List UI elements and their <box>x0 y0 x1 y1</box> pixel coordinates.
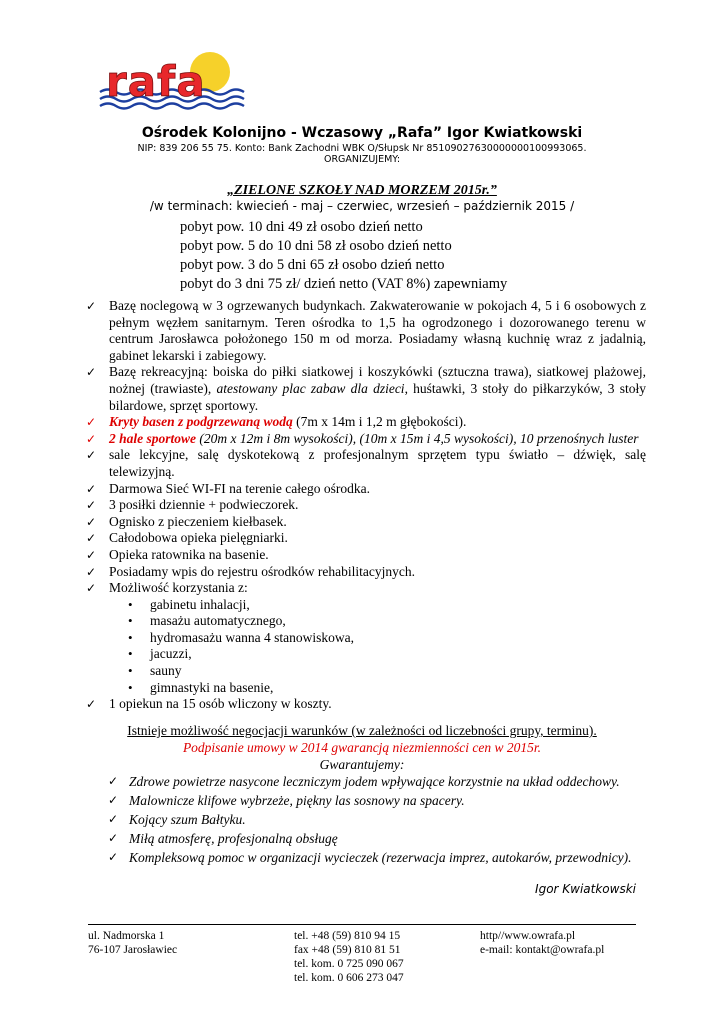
checkmark-icon: ✓ <box>86 481 97 496</box>
checkmark-icon: ✓ <box>108 850 119 864</box>
footer-divider <box>88 924 636 925</box>
negotiation-block <box>0 722 724 773</box>
org-info <box>0 143 724 165</box>
guarantees-heading: Gwarantujemy: <box>319 757 405 772</box>
program-title: „ZIELONE SZKOŁY NAD MORZEM 2015r.” <box>227 183 497 198</box>
checkmark-icon: ✓ <box>86 299 97 313</box>
feature-item: ✓ sale lekcyjne, salę dyskotekową z profesjonalnym sprzętem typu światło – dźwięk, salę telewizyjną. <box>86 447 646 479</box>
checkmark-icon: ✓ <box>108 774 119 788</box>
feature-item: ✓ Bazę rekreacyjną: boiska do piłki siatkowej i koszykówki (sztuczna trawa), siatkowej plażowej, nożnej (trawiaste), atestowany plac zabaw dla dzieci, huśtawki, 3 stoły do piłkarzyków, 3 stoły bilardowe, sprzęt sportowy. <box>86 364 646 413</box>
checkmark-icon: ✓ <box>86 448 97 463</box>
sub-item: • gimnastyki na basenie, <box>128 679 274 695</box>
address-line: 76-107 Jarosławiec <box>88 944 178 956</box>
checkmark-icon: ✓ <box>86 365 97 380</box>
feature-item: ✓ Darmowa Sieć WI-FI na terenie całego ośrodka. <box>86 480 371 496</box>
signature: Igor Kwiatkowski <box>535 882 636 896</box>
guarantee-list <box>108 772 632 867</box>
price-list <box>180 218 507 294</box>
checkmark-icon: ✓ <box>86 564 97 579</box>
guarantee-item: ✓ Malownicze klifowe wybrzeże, piękny las sosnowy na spacery. <box>108 793 465 808</box>
checkmark-icon: ✓ <box>108 793 119 807</box>
program-terms: /w terminach: kwiecień - maj – czerwiec, wrzesień – październik 2015 / <box>149 199 575 213</box>
contract-note: Podpisanie umowy w 2014 gwarancją niezmienności cen w 2015r. <box>182 740 542 755</box>
bullet-icon: • <box>128 613 133 629</box>
organizujemy-label: ORGANIZUJEMY: <box>323 154 401 165</box>
price-line: pobyt pow. 10 dni 49 zł osobo dzień netto <box>180 219 423 235</box>
checkmark-icon: ✓ <box>86 547 97 562</box>
phone-line: fax +48 (59) 810 81 51 <box>294 944 401 956</box>
feature-item: ✓ 3 posiłki dziennie + podwieczorek. <box>86 497 299 513</box>
pool-highlight: Kryty basen z podgrzewaną wodą <box>109 414 293 430</box>
checkmark-icon: ✓ <box>86 514 97 529</box>
sub-item: • jacuzzi, <box>128 646 192 662</box>
sub-item: • gabinetu inhalacji, <box>128 596 250 612</box>
price-line: pobyt do 3 dni 75 zł/ dzień netto (VAT 8%) zapewniamy <box>180 276 508 292</box>
guarantee-item: ✓ Miłą atmosferę, profesjonalną obsługę <box>108 831 338 846</box>
negotiation-note: Istnieje możliwość negocjacji warunków (w zależności od liczebności grupy, terminu). <box>127 723 597 738</box>
feature-item: ✓ 1 opiekun na 15 osób wliczony w koszty. <box>86 696 332 712</box>
footer-phones <box>294 929 404 985</box>
org-details: NIP: 839 206 55 75. Konto: Bank Zachodni WBK O/Słupsk Nr 85109027630000000100993065. <box>137 143 587 154</box>
phone-line: tel. kom. 0 606 273 047 <box>294 972 404 984</box>
logo-text: rafa <box>106 57 206 106</box>
price-line: pobyt pow. 5 do 10 dni 58 zł osobo dzień netto <box>180 238 452 254</box>
footer-address <box>88 929 177 957</box>
phone-line: tel. kom. 0 725 090 067 <box>294 958 404 970</box>
sub-item: • sauny <box>128 663 182 679</box>
checkmark-icon: ✓ <box>86 581 97 596</box>
sub-item: • masażu automatycznego, <box>128 613 286 629</box>
bullet-icon: • <box>128 629 133 645</box>
bullet-icon: • <box>128 596 133 612</box>
rafa-logo <box>92 50 247 115</box>
bullet-icon: • <box>128 679 133 695</box>
feature-item: ✓ Całodobowa opieka pielęgniarki. <box>86 530 288 546</box>
feature-item: ✓ Bazę noclegową w 3 ogrzewanych budynkach. Zakwaterowanie w pokojach 4, 5 i 6 osobowych z pełnym węzłem sanitarnym. Teren ośrodka to 1,5 ha ogrodzonego i dozorowanego terenu w centrum Jarosławca położonego 150 m od morza. Posiadamy własną kuchnię wraz z jadalnią, gabinet lekarski i zabiegowy. <box>86 298 646 363</box>
feature-list <box>86 298 646 713</box>
feature-item: ✓ Posiadamy wpis do rejestru ośrodków rehabilitacyjnych. <box>86 563 415 579</box>
bullet-icon: • <box>128 646 133 662</box>
checkmark-icon: ✓ <box>86 431 97 446</box>
email-link[interactable]: e-mail: kontakt@owrafa.pl <box>480 944 605 956</box>
checkmark-icon: ✓ <box>86 697 97 712</box>
feature-item: ✓ Opieka ratownika na basenie. <box>86 546 269 562</box>
website-link[interactable]: http//www.owrafa.pl <box>480 930 576 942</box>
bullet-icon: • <box>128 663 133 679</box>
feature-item: ✓ Kryty basen z podgrzewaną wodą (7m x 14m i 1,2 m głębokości). <box>86 414 467 430</box>
checkmark-icon: ✓ <box>86 531 97 546</box>
checkmark-icon: ✓ <box>108 812 119 826</box>
checkmark-icon: ✓ <box>108 831 119 845</box>
guarantee-item: ✓ Zdrowe powietrze nasycone leczniczym jodem wpływające korzystnie na układ oddechowy. <box>108 774 620 789</box>
footer-web <box>480 929 604 957</box>
price-line: pobyt pow. 3 do 5 dni 65 zł osobo dzień netto <box>180 257 445 273</box>
address-line: ul. Nadmorska 1 <box>88 930 165 942</box>
org-title: Ośrodek Kolonijno - Wczasowy „Rafa” Igor Kwiatkowski <box>141 125 583 141</box>
feature-item: ✓ Ognisko z pieczeniem kiełbasek. <box>86 513 287 529</box>
halls-highlight: 2 hale sportowe <box>109 430 197 446</box>
sub-item: • hydromasażu wanna 4 stanowiskowa, <box>128 629 354 645</box>
guarantee-item: ✓ Kojący szum Bałtyku. <box>108 812 246 827</box>
guarantee-item: ✓ Kompleksową pomoc w organizacji wycieczek (rezerwacja imprez, autokarów, przewodnicy). <box>108 850 632 865</box>
phone-line: tel. +48 (59) 810 94 15 <box>294 930 401 942</box>
checkmark-icon: ✓ <box>86 498 97 513</box>
feature-item: ✓ Możliwość korzystania z: <box>86 580 248 596</box>
feature-item: ✓ 2 hale sportowe (20m x 12m i 8m wysokości), (10m x 15m i 4,5 wysokości), 10 przenośnych luster <box>86 430 639 446</box>
checkmark-icon: ✓ <box>86 415 97 430</box>
